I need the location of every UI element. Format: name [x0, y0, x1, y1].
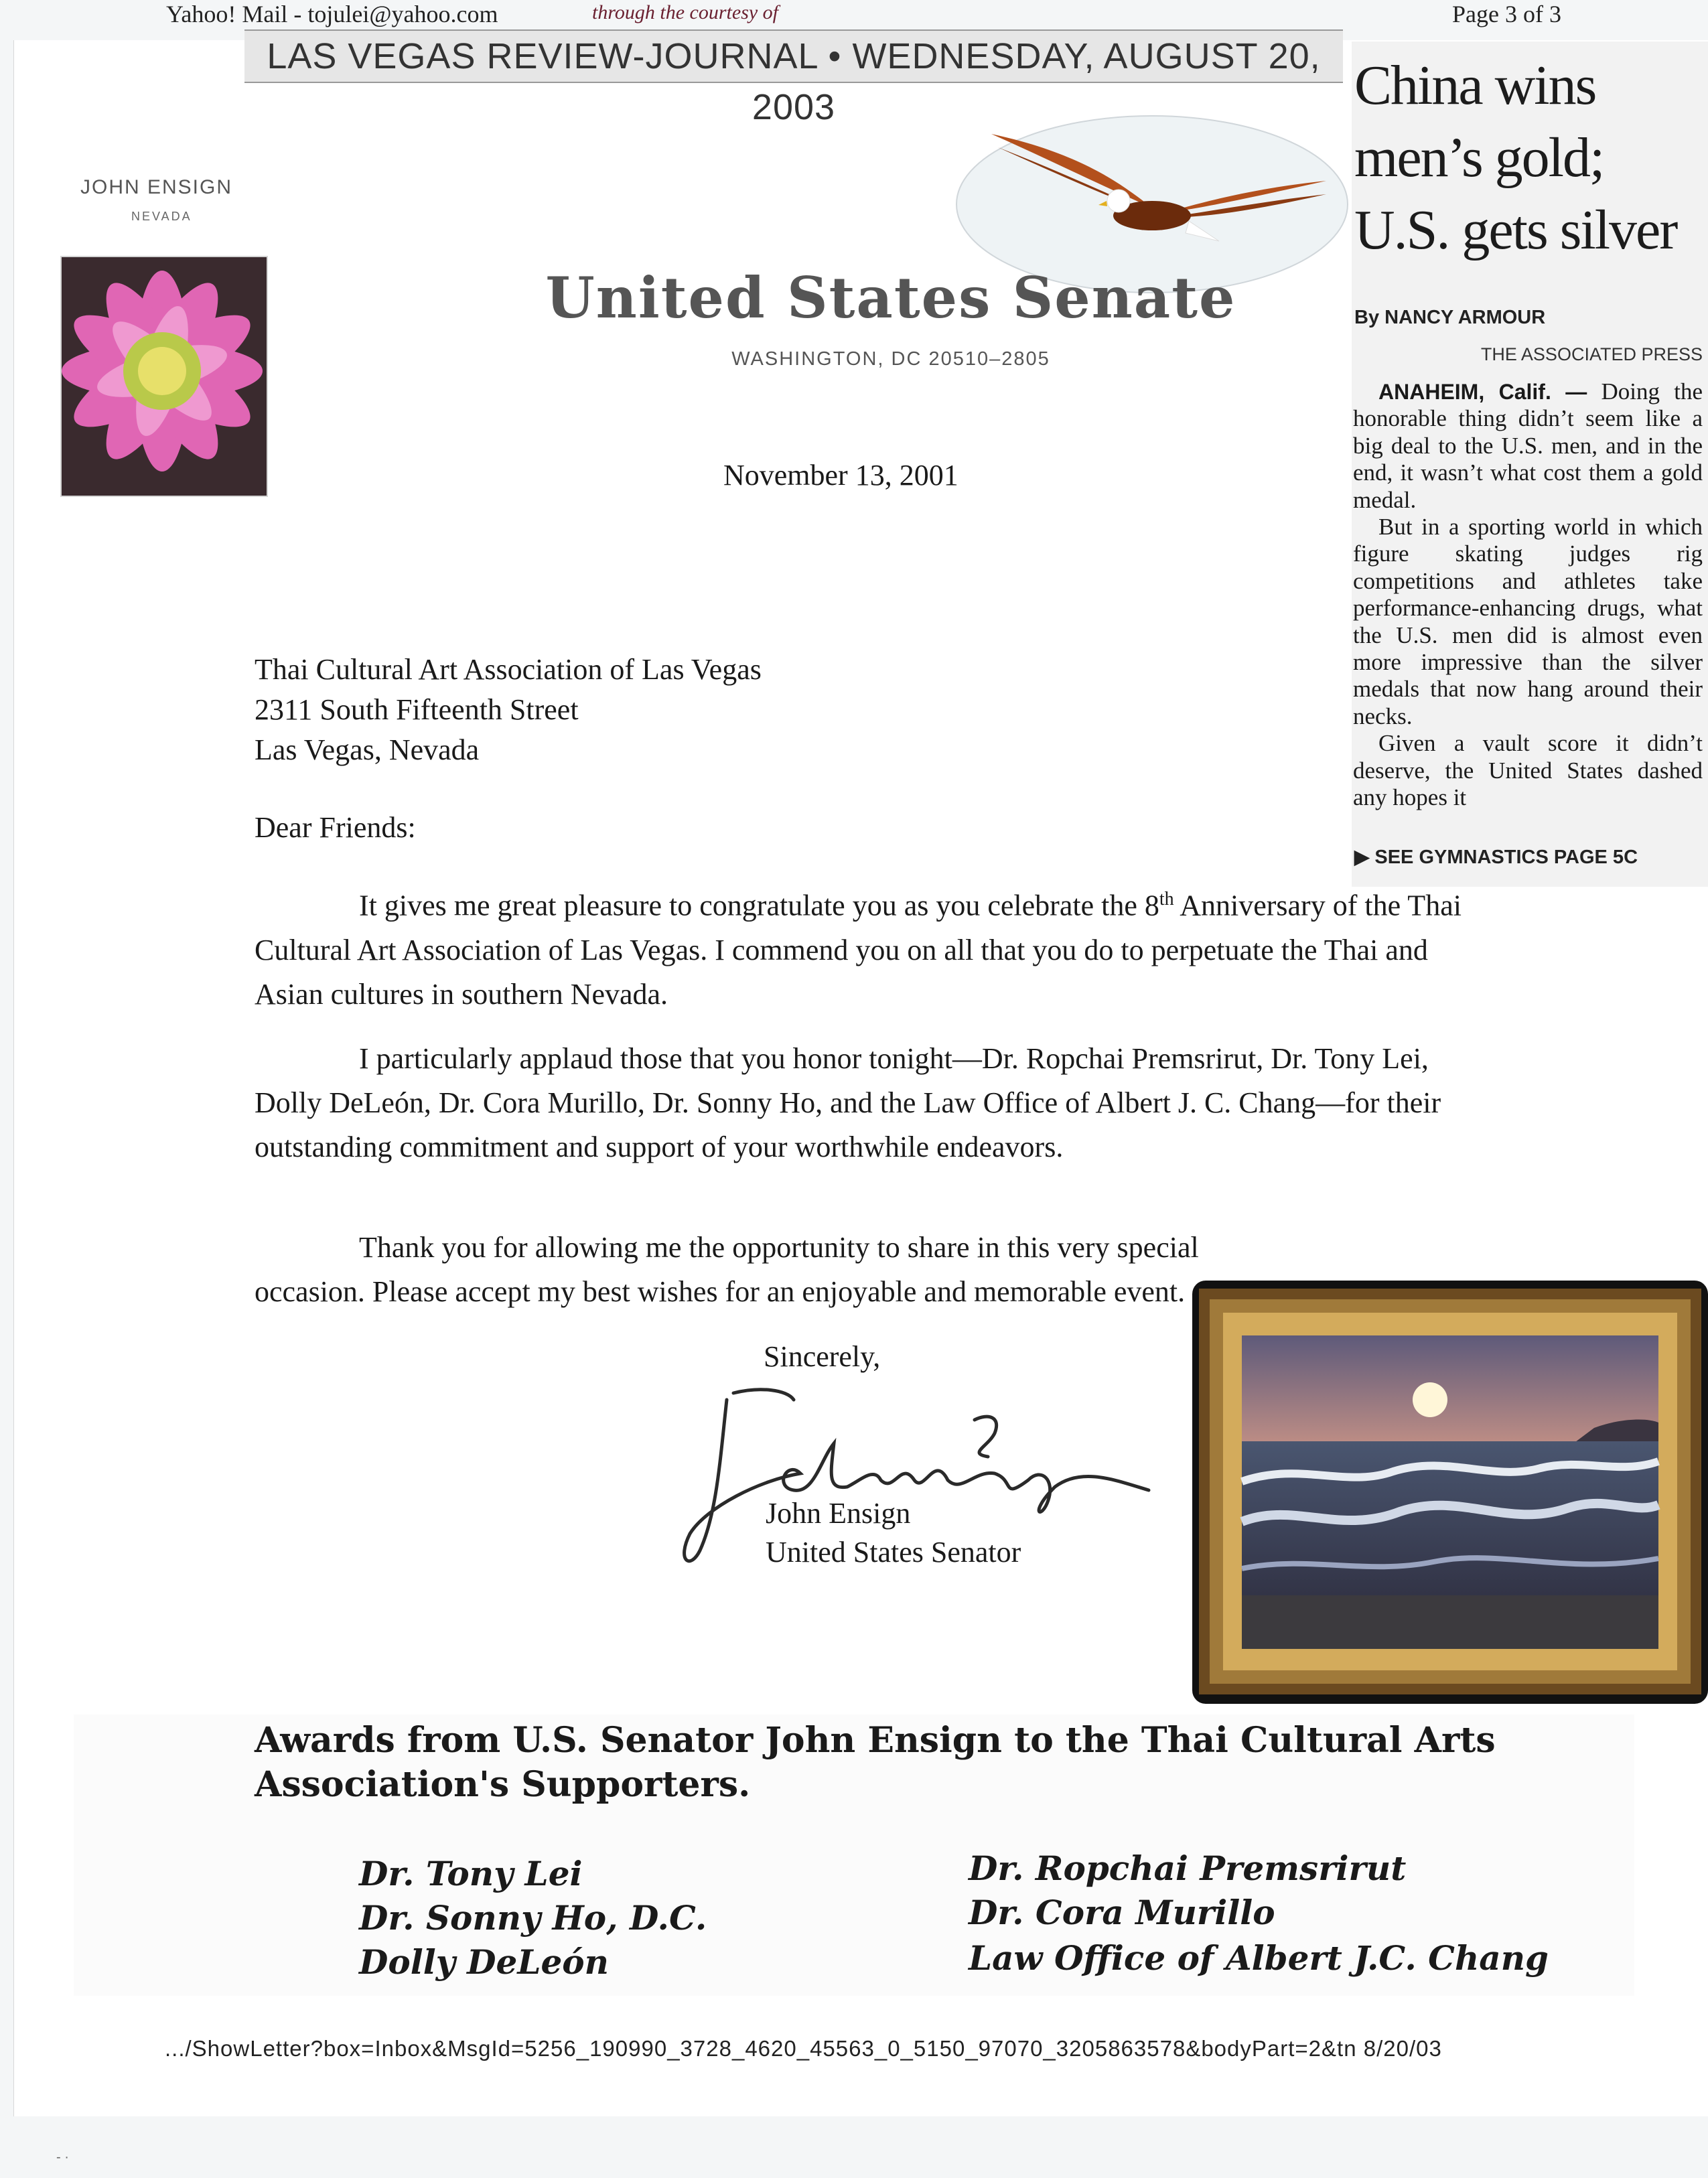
senator-name-header: JOHN ENSIGN	[80, 176, 233, 198]
framed-seascape-painting	[1192, 1281, 1708, 1704]
news-para-2: But in a sporting world in which figure skating judges rig competitions and athletes take performance-enhancing drugs, what the U.S. men did is almost even more impressive than the silver medals that now hang around their necks.	[1353, 514, 1703, 729]
recipient-line-2: 2311 South Fifteenth Street	[255, 693, 579, 726]
page-number: Page 3 of 3	[1452, 1, 1561, 27]
fax-sender: Yahoo! Mail - tojulei@yahoo.com	[166, 1, 498, 27]
awards-title: Awards from U.S. Senator John Ensign to the Thai Cultural Arts Association's Supporters.	[255, 1720, 1496, 1805]
para1-text-cont: Anniversary of the Thai Cultural Art Association of Las Vegas. I commend you on all that you do to perpetuate the Thai and Asian cultures in southern Nevada.	[255, 889, 1462, 1011]
recipient-line-1: Thai Cultural Art Association of Las Vegas	[255, 653, 762, 686]
salutation: Dear Friends:	[255, 811, 416, 844]
awardee-ropchai-premsrirut: Dr. Ropchai Premsrirut	[969, 1848, 1407, 1888]
awardee-sonny-ho: Dr. Sonny Ho, D.C.	[359, 1898, 707, 1938]
para3-text: Thank you for allowing me the opportunity to share in this very special occasion. Please accept my best wishes for an enjoyable and memorable event.	[255, 1231, 1199, 1308]
awardee-cora-murillo: Dr. Cora Murillo	[969, 1893, 1275, 1932]
para2-text: I particularly applaud those that you honor tonight—Dr. Ropchai Premsrirut, Dr. Tony Lei, Dolly DeLeón, Dr. Cora Murillo, Dr. Sonny Ho, and the Law Office of Albert J. C. Chang—for their outstanding commitment and support of your worthwhile endeavors.	[255, 1042, 1441, 1163]
footer-url: .../ShowLetter?box=Inbox&MsgId=5256_190990_3728_4620_45563_0_5150_97070_3205863578&bodyPart=2&tn 8/20/03	[165, 2036, 1442, 2061]
news-continued: ▶ SEE GYMNASTICS PAGE 5C	[1354, 847, 1638, 868]
news-byline: By NANCY ARMOUR	[1354, 307, 1546, 328]
letter-paragraph-3	[255, 1226, 1259, 1314]
awardee-dolly-deleon: Dolly DeLeón	[359, 1942, 609, 1982]
news-story	[1353, 378, 1703, 812]
signer-title: United States Senator	[766, 1536, 1021, 1569]
awardee-tony-lei: Dr. Tony Lei	[359, 1854, 583, 1893]
recipient-line-3: Las Vegas, Nevada	[255, 733, 480, 766]
news-para-1: Doing the honorable thing didn’t seem like a big deal to the U.S. men, and in the end, it wasn’t what cost them a gold medal.	[1353, 378, 1703, 513]
news-dateline: ANAHEIM, Calif. —	[1378, 380, 1587, 404]
senate-title: United States Senate	[545, 265, 1236, 331]
corner-mark: - ·	[56, 2150, 69, 2165]
headline-line-2: men’s gold;	[1354, 127, 1604, 189]
headline-line-1: China wins	[1354, 54, 1596, 117]
para1-superscript: th	[1159, 889, 1174, 910]
headline-line-3: U.S. gets silver	[1354, 199, 1677, 261]
flower-photo	[60, 256, 268, 497]
senate-address: WASHINGTON, DC 20510–2805	[731, 348, 1050, 370]
letter-paragraph-2	[255, 1037, 1480, 1169]
signer-name: John Ensign	[766, 1497, 911, 1530]
news-agency: THE ASSOCIATED PRESS	[1480, 344, 1703, 364]
para1-text: It gives me great pleasure to congratulate you as you celebrate the 8	[359, 889, 1159, 922]
senator-state: NEVADA	[131, 210, 192, 223]
letter-date: November 13, 2001	[723, 459, 958, 492]
awardee-albert-chang: Law Office of Albert J.C. Chang	[969, 1938, 1549, 1978]
letter-paragraph-1	[255, 877, 1480, 1017]
closing: Sincerely,	[764, 1340, 881, 1373]
courtesy-note: through the courtesy of	[592, 1, 779, 23]
news-para-3: Given a vault score it didn’t deserve, the United States dashed any hopes it	[1353, 730, 1703, 811]
newspaper-masthead: LAS VEGAS REVIEW-JOURNAL • WEDNESDAY, AUGUST 20, 2003	[244, 29, 1343, 83]
